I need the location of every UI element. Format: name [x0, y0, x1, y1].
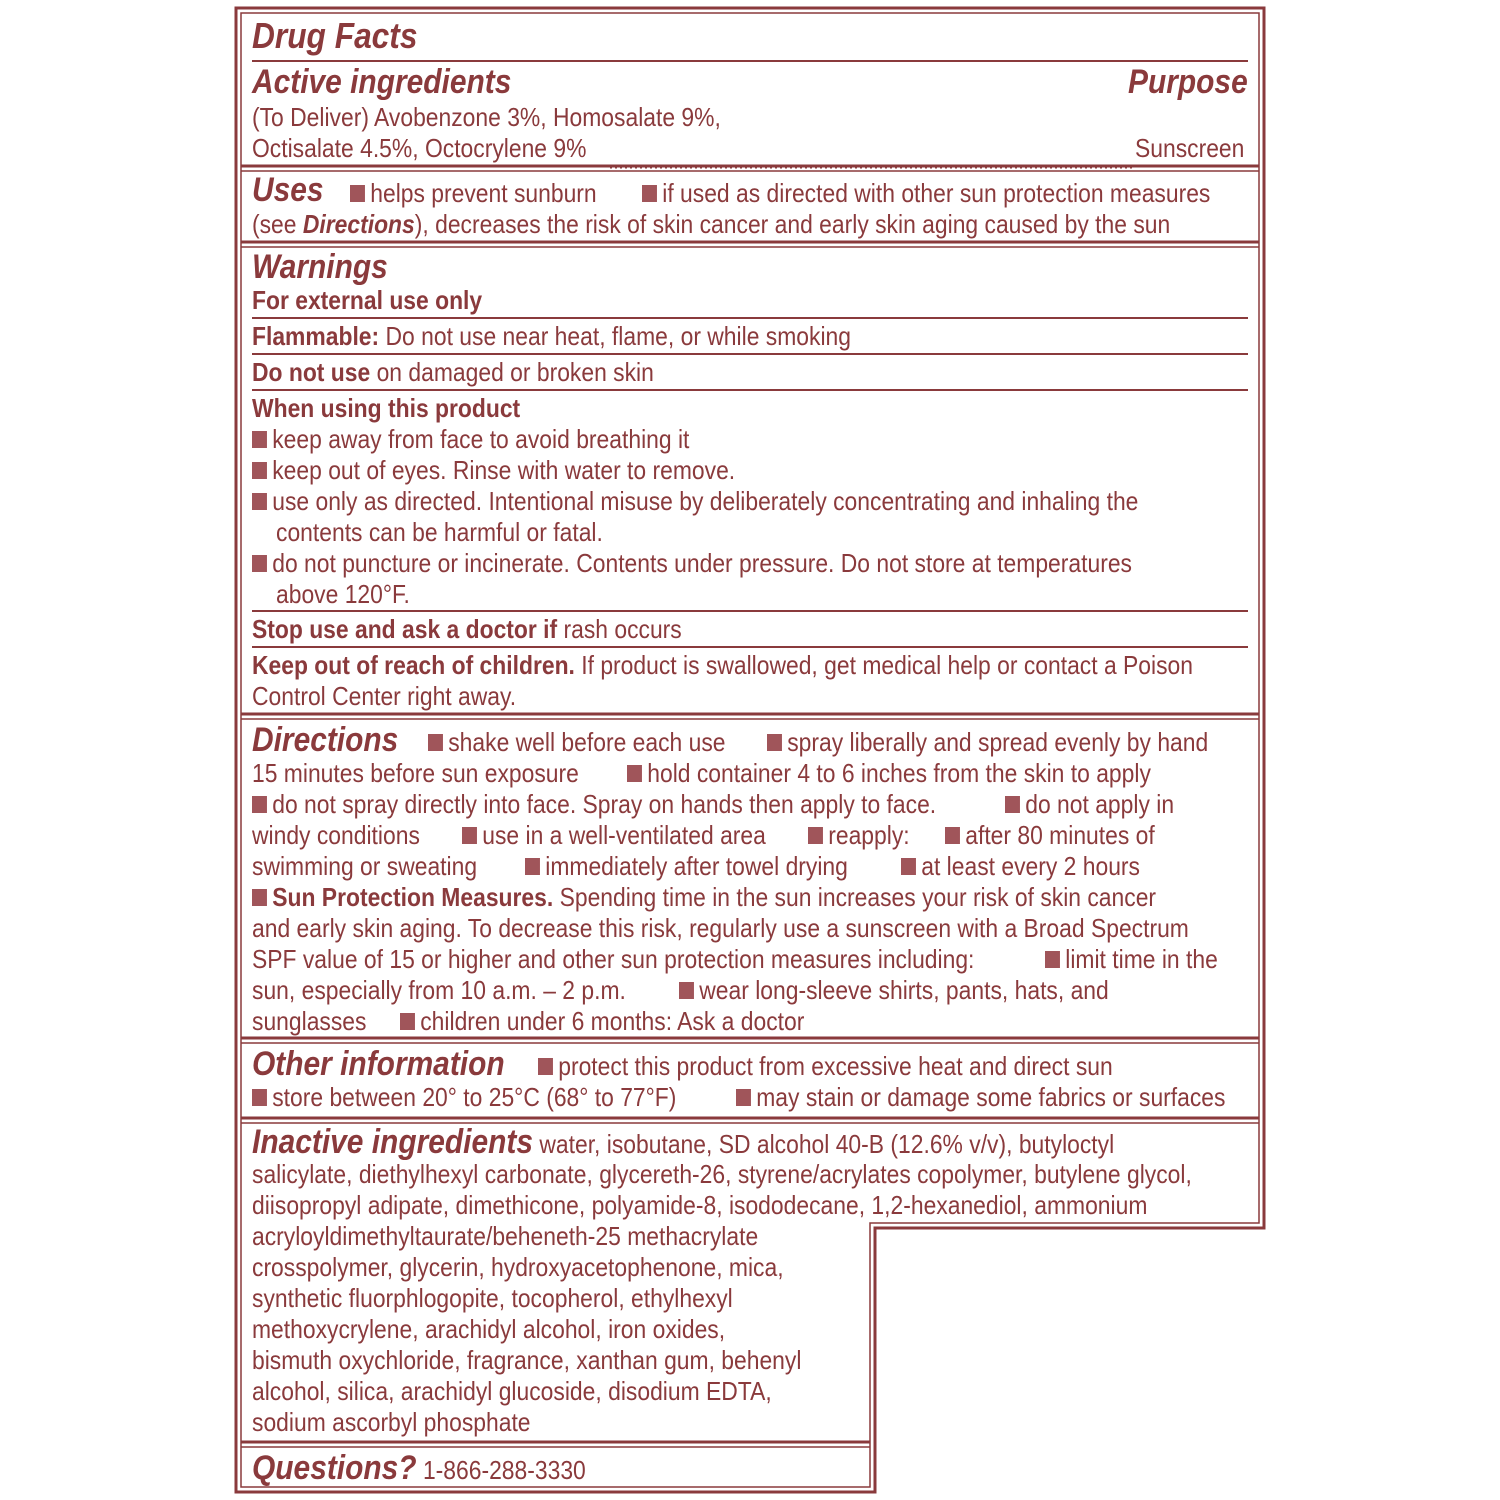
- inactive-line: bismuth oxychloride, fragrance, xanthan gum, behenyl: [252, 1345, 802, 1375]
- inactive-ingredients-heading: Inactive ingredients: [252, 1123, 534, 1161]
- bullet-icon: [627, 765, 642, 782]
- directions-item: immediately after towel drying: [525, 851, 848, 882]
- inactive-line: diisopropyl adipate, dimethicone, polyamide-8, isododecane, 1,2-hexanediol, ammonium: [252, 1190, 1148, 1220]
- active-line-1: (To Deliver) Avobenzone 3%, Homosalate 9%,: [252, 102, 721, 132]
- questions-phone: 1-866-288-3330: [416, 1455, 586, 1485]
- bullet-icon: [538, 1058, 553, 1075]
- directions-item: use in a well-ventilated area: [462, 820, 766, 851]
- bullet-icon: [350, 185, 365, 202]
- directions-item: hold container 4 to 6 inches from the skin to apply: [627, 758, 1151, 789]
- directions-text: windy conditions: [252, 820, 420, 850]
- inactive-line: sodium ascorbyl phosphate: [252, 1407, 531, 1437]
- drug-facts-title: Drug Facts: [252, 15, 418, 56]
- directions-text: swimming or sweating: [252, 851, 478, 881]
- purpose-value: Sunscreen: [1135, 133, 1245, 163]
- other-information-heading: Other information: [252, 1045, 505, 1083]
- questions-line: [252, 1450, 586, 1486]
- bullet-icon: [252, 431, 267, 448]
- when-using-label: When using this product: [252, 393, 521, 423]
- sun-protection-measures: Sun Protection Measures. Spending time in the sun increases your risk of skin cancer: [252, 882, 1156, 913]
- questions-heading: Questions?: [252, 1449, 417, 1487]
- bullet-icon: [252, 555, 267, 572]
- directions-item: wear long-sleeve shirts, pants, hats, and: [679, 975, 1109, 1006]
- keep-out-reach-warning: Keep out of reach of children. If product is swallowed, get medical help or contact a Poison: [252, 650, 1193, 680]
- directions-text: sun, especially from 10 a.m. – 2 p.m.: [252, 975, 626, 1005]
- active-line-2: Octisalate 4.5%, Octocrylene 9%: [252, 133, 587, 163]
- inactive-line: salicylate, diethylhexyl carbonate, glycereth-26, styrene/acrylates copolymer, butylene glycol,: [252, 1159, 1192, 1189]
- inactive-line: synthetic fluorphlogopite, tocopherol, ethylhexyl: [252, 1283, 733, 1313]
- bullet-icon: [252, 796, 267, 813]
- inactive-line-1: Inactive ingredients water, isobutane, SD alcohol 40-B (12.6% v/v), butyloctyl: [252, 1123, 1115, 1161]
- uses-heading: Uses: [252, 171, 324, 209]
- when-item-4: do not puncture or incinerate. Contents under pressure. Do not store at temperatures: [252, 548, 1132, 579]
- bullet-icon: [736, 1089, 751, 1106]
- when-item-3-cont: contents can be harmful or fatal.: [276, 517, 603, 547]
- bullet-icon: [400, 1013, 415, 1030]
- other-item-2: store between 20° to 25°C (68° to 77°F): [252, 1082, 676, 1113]
- stop-use-warning: Stop use and ask a doctor if rash occurs: [252, 614, 682, 644]
- directions-text: and early skin aging. To decrease this risk, regularly use a sunscreen with a Broad Spectrum: [252, 913, 1189, 943]
- bullet-icon: [808, 827, 823, 844]
- directions-item: children under 6 months: Ask a doctor: [400, 1006, 804, 1037]
- bullet-icon: [525, 858, 540, 875]
- do-not-use-warning: Do not use on damaged or broken skin: [252, 357, 654, 387]
- uses-item-1: helps prevent sunburn: [350, 178, 597, 209]
- bullet-icon: [1005, 796, 1020, 813]
- bullet-icon: [252, 889, 267, 906]
- directions-item: limit time in the: [1045, 944, 1218, 975]
- directions-item: do not apply in: [1005, 789, 1174, 820]
- external-use-text: For external use only: [252, 285, 483, 315]
- directions-item: after 80 minutes of: [945, 820, 1155, 851]
- other-item-3: may stain or damage some fabrics or surfaces: [736, 1082, 1225, 1113]
- bullet-icon: [767, 734, 782, 751]
- other-item-1: protect this product from excessive heat and direct sun: [538, 1051, 1113, 1082]
- keep-out-reach-cont: Control Center right away.: [252, 681, 517, 711]
- when-item-4-cont: above 120°F.: [276, 579, 410, 609]
- warnings-heading: Warnings: [252, 248, 388, 286]
- bullet-icon: [428, 734, 443, 751]
- directions-text: SPF value of 15 or higher and other sun protection measures including:: [252, 944, 975, 974]
- when-item-2: keep out of eyes. Rinse with water to remove.: [252, 455, 735, 486]
- bullet-icon: [252, 493, 267, 510]
- uses-item-2: if used as directed with other sun protection measures: [642, 178, 1210, 209]
- uses-line-2: (see Directions), decreases the risk of skin cancer and early skin aging caused by the sun: [252, 209, 1171, 239]
- bullet-icon: [642, 185, 657, 202]
- bullet-icon: [252, 1089, 267, 1106]
- directions-item: at least every 2 hours: [901, 851, 1140, 882]
- bullet-icon: [901, 858, 916, 875]
- directions-item: reapply:: [808, 820, 910, 851]
- inactive-line: crosspolymer, glycerin, hydroxyacetophenone, mica,: [252, 1252, 784, 1282]
- bullet-icon: [945, 827, 960, 844]
- inactive-line: alcohol, silica, arachidyl glucoside, disodium EDTA,: [252, 1376, 772, 1406]
- directions-item: do not spray directly into face. Spray on hands then apply to face.: [252, 789, 936, 820]
- when-item-1: keep away from face to avoid breathing it: [252, 424, 689, 455]
- directions-text: 15 minutes before sun exposure: [252, 758, 579, 788]
- bullet-icon: [252, 462, 267, 479]
- leader-dots: [610, 149, 1132, 171]
- bullet-icon: [1045, 951, 1060, 968]
- purpose-heading: Purpose: [1128, 63, 1248, 101]
- flammable-warning: Flammable: Do not use near heat, flame, or while smoking: [252, 321, 851, 351]
- when-item-3: use only as directed. Intentional misuse by deliberately concentrating and inhaling the: [252, 486, 1138, 517]
- directions-item: shake well before each use: [428, 727, 726, 758]
- active-ingredients-heading: Active ingredients: [252, 63, 512, 101]
- directions-text: sunglasses: [252, 1006, 367, 1036]
- directions-heading: Directions: [252, 721, 399, 759]
- inactive-line: methoxycrylene, arachidyl alcohol, iron oxides,: [252, 1314, 726, 1344]
- bullet-icon: [462, 827, 477, 844]
- inactive-line: acryloyldimethyltaurate/beheneth-25 methacrylate: [252, 1221, 759, 1251]
- directions-item: spray liberally and spread evenly by hand: [767, 727, 1208, 758]
- bullet-icon: [679, 982, 694, 999]
